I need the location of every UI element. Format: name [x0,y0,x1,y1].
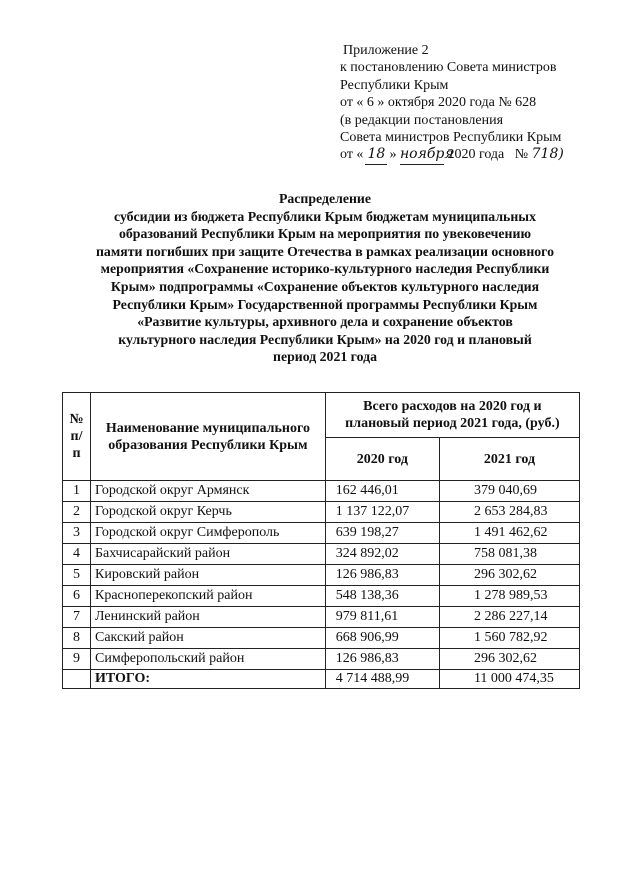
cell-number: 4 [63,544,91,565]
cell-2021: 296 302,62 [439,649,579,670]
handwritten-day: 18 [365,146,387,164]
title-line: мероприятия «Сохранение историко-культурного наследия Республики [100,261,550,277]
handwritten-number: 718) [531,146,564,163]
appendix-ref-line: Совета министров Республики Крым [340,130,562,146]
table-row [63,565,580,586]
cell-number: 3 [63,523,91,544]
cell-2021: 758 081,38 [439,544,579,565]
cell-name: Сакский район [91,628,326,649]
date-quote: » [389,147,397,163]
appendix-ref-line: (в редакции постановления [340,112,504,128]
total-2020: 4 714 488,99 [325,670,439,689]
title-line: Распределение [278,191,371,206]
cell-2021: 2 653 284,83 [439,502,579,523]
appendix-ref-line: Республики Крым [340,77,449,93]
cell-name: Симферопольский район [91,649,326,670]
cell-2021: 1 278 989,53 [439,586,579,607]
table-row [63,649,580,670]
cell-2020: 1 137 122,07 [325,502,439,523]
document-title [40,190,610,366]
table-row [63,523,580,544]
title-line: Республики Крым» Государственной программы Республики Крым [112,296,538,312]
title-line: субсидии из бюджета Республики Крым бюджетам муниципальных [114,208,536,224]
title-line: «Развитие культуры, архивного дела и сохранение объектов [137,314,513,330]
date-year: 2020 года [447,147,505,163]
appendix-title: Приложение 2 [343,43,429,58]
cell-number: 2 [63,502,91,523]
cell-name: Красноперекопский район [91,586,326,607]
total-row [63,670,580,689]
cell-2021: 1 491 462,62 [439,523,579,544]
header-number: № п/п [63,393,91,481]
header-total: Всего расходов на 2020 год и плановый период 2021 года, (руб.) [325,393,579,438]
cell-2020: 162 446,01 [325,481,439,502]
date-prefix: от « [340,147,364,163]
table-row [63,502,580,523]
cell-number: 9 [63,649,91,670]
cell-name: Бахчисарайский район [91,544,326,565]
header-2020: 2020 год [325,438,439,481]
cell-number: 5 [63,565,91,586]
appendix-date-line: от « 6 » октября 2020 года № 628 [340,95,537,111]
cell-name: Кировский район [91,565,326,586]
title-line: период 2021 года [273,349,377,365]
cell-name: Городской округ Армянск [91,481,326,502]
cell-name: Городской округ Керчь [91,502,326,523]
cell-2020: 126 986,83 [325,649,439,670]
title-line: Крым» подпрограммы «Сохранение объектов культурного наследия [110,278,540,294]
title-line: памяти погибших при защите Отечества в рамках реализации основного [95,243,554,259]
title-line: образований Республики Крым на мероприятия по увековечению [119,226,531,242]
total-2021: 11 000 474,35 [439,670,579,689]
title-line: культурного наследия Республики Крым» на 2020 год и плановый [118,331,532,347]
appendix-amended-date-line [340,146,630,164]
table-row [63,481,580,502]
header-name: Наименование муниципального образования Республики Крым [91,393,326,481]
cell-name: Городской округ Симферополь [91,523,326,544]
cell-2020: 126 986,83 [325,565,439,586]
cell-2020: 548 138,36 [325,586,439,607]
cell-2021: 1 560 782,92 [439,628,579,649]
number-sign: № [514,147,529,163]
header-2021: 2021 год [439,438,579,481]
cell-number-empty [63,670,91,689]
appendix-block [340,42,630,165]
table-row [63,628,580,649]
cell-2021: 2 286 227,14 [439,607,579,628]
cell-number: 6 [63,586,91,607]
subsidy-table [62,392,580,689]
handwritten-month: ноября [400,146,444,164]
cell-2020: 639 198,27 [325,523,439,544]
total-label: ИТОГО: [91,670,326,689]
cell-name: Ленинский район [91,607,326,628]
cell-2020: 668 906,99 [325,628,439,649]
appendix-ref-line: к постановлению Совета министров [340,60,557,76]
cell-2020: 979 811,61 [325,607,439,628]
cell-number: 7 [63,607,91,628]
cell-number: 1 [63,481,91,502]
table-row [63,586,580,607]
cell-number: 8 [63,628,91,649]
table-row [63,544,580,565]
table-row [63,607,580,628]
cell-2020: 324 892,02 [325,544,439,565]
cell-2021: 296 302,62 [439,565,579,586]
cell-2021: 379 040,69 [439,481,579,502]
